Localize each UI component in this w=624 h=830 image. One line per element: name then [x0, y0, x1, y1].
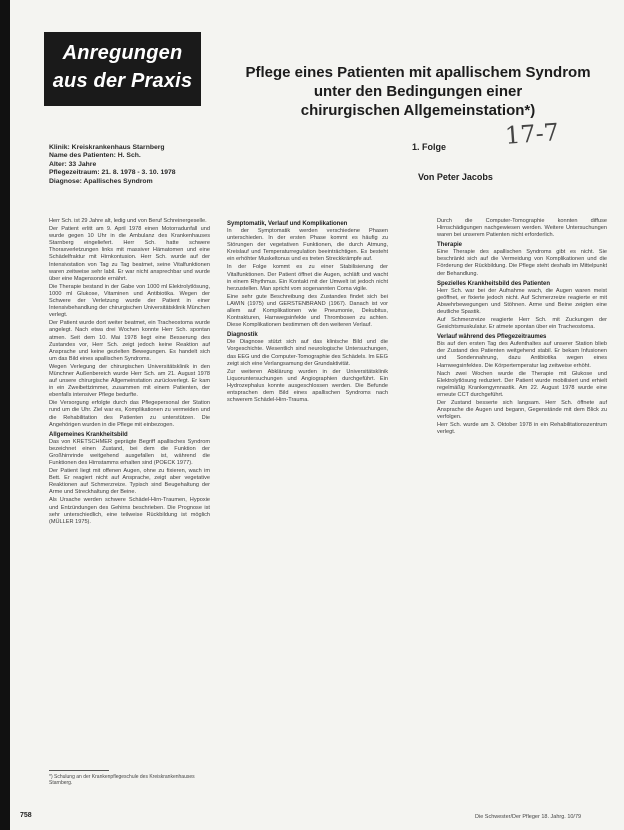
case-info-line: Klinik: Kreiskrankenhaus Starnberg [49, 144, 165, 151]
body-paragraph: Der Zustand besserte sich langsam. Herr Sch. öffnete auf Ansprache die Augen und begann, Gegenstände mit dem Blick zu verfolgen. [437, 399, 607, 421]
page-number: 758 [20, 812, 32, 819]
body-paragraph: Der Patient erlitt am 9. April 1978 einen Motorradunfall und wurde gegen 10 Uhr in die Ambulanz des Krankenhauses Starnberg eingeliefert. Herr Sch. hatte schwere Thoraxverletzungen links mit massiver Hämatomen und eine Schädelfraktur mit Hirnkontusion. Herr Sch. wurde auf der Intensivstation von Tag zu Tag beatmet, seine Vitalfunktionen waren zeitweise sehr labil. Er war nicht ansprechbar und wurde über eine Magensonde ernährt. [49, 226, 210, 282]
section-heading: Allgemeines Krankheitsbild [49, 431, 128, 438]
scan-edge [0, 0, 10, 830]
case-info-line: Pflegezeitraum: 21. 8. 1978 - 3. 10. 1978 [49, 169, 176, 177]
banner-line-2: aus der Praxis [52, 70, 193, 92]
section-heading: Verlauf während des Pflegezeitraumes [437, 334, 547, 341]
footnote: *) Schulung an der Krankenpflegeschule des Kreiskrankenhauses Starnberg. [49, 774, 195, 786]
section-heading: Diagnostik [227, 332, 258, 339]
text-column-3 [437, 218, 607, 437]
body-paragraph: Herr Sch. wurde am 3. Oktober 1978 in ein Rehabilitationszentrum verlegt. [437, 422, 607, 436]
case-info-line: Diagnose: Apallisches Syndrom [49, 177, 153, 185]
body-paragraph: Als Ursache werden schwere Schädel-Hirn-Traumen, Hypoxie und Entzündungen des Gehirns beschrieben. Die Prognose ist sehr unterschiedlich, eine teilweise Rückbildung ist möglich (MÜLLER 1975). [49, 497, 210, 525]
case-info-line: Alter: 33 Jahre [49, 160, 97, 168]
case-info-line: Name des Patienten: H. Sch. [49, 152, 141, 160]
banner-line-1: Anregungen [62, 42, 183, 64]
body-paragraph: Die Diagnose stützt sich auf das klinische Bild und die Vorgeschichte. Wesentlich sind neurologische Untersuchungen, das EEG und die Computer-Tomographie des Schädels. Im EEG zeigt sich eine Verlangsamung der Grundaktivität. [227, 339, 388, 367]
footnote-rule [49, 770, 109, 771]
body-paragraph: Eine sehr gute Beschreibung des Zustandes findet sich bei LAWIN (1975) und GERSTENBRAND (1967). Danach ist vor allem auf Komplikationen wie Pneumonie, Dekubitus, Kontrakturen, Harnwegsinfekte und Thrombosen zu achten. Diese Komplikationen bestimmen oft den weiteren Verlauf. [227, 293, 388, 329]
body-paragraph: Zur weiteren Abklärung wurden in der Universitätsklinik Liquoruntersuchungen und Angiographien durchgeführt. Ein Hydrozephalus konnte ausgeschlossen werden. Die Befunde entsprachen dem Bild eines apallischen Syndroms nach schwerem Schädel-Hirn-Trauma. [227, 368, 388, 404]
section-heading: Therapie [437, 242, 463, 249]
author-line: Von Peter Jacobs [418, 172, 493, 182]
journal-footer: Die Schwester/Der Pfleger 18. Jahrg. 10/79 [475, 814, 582, 820]
body-paragraph: Eine Therapie des apallischen Syndroms gibt es nicht. Sie beschränkt sich auf die Vermeidung von Komplikationen und die Förderung der Rückbildung. Die Pflege steht deshalb im Mittelpunkt der Behandlung. [437, 249, 607, 277]
body-paragraph: Herr Sch. ist 29 Jahre alt, ledig und von Beruf Schreinergeselle. [49, 218, 207, 224]
series-part: 1. Folge [412, 142, 447, 152]
section-banner [44, 32, 201, 106]
body-paragraph: Nach zwei Wochen wurde die Therapie mit Glukose und Elektrolytlösung reduziert. Der Patient wurde mobilisiert und erhielt regelmäßig Krankengymnastik. Am 22. August 1978 wurde eine erneute CCT durchgeführt. [437, 370, 607, 398]
body-paragraph: Der Patient liegt mit offenen Augen, ohne zu fixieren, wach im Bett. Er reagiert nicht auf Ansprache, zeigt aber vegetative Reaktionen auf Schmerzreize. Typisch sind Beugehaltung der Arme und Streckhaltung der Beine. [49, 468, 210, 496]
title-line-2: unter den Bedingungen einer [313, 83, 523, 100]
body-paragraph: Die Versorgung erfolgte durch das Pflegepersonal der Station rund um die Uhr. Ziel war es, Komplikationen zu vermeiden und die Rehabilitation des Patienten zu unterstützen. Die Angehörigen wurden in die Pflege mit einbezogen. [49, 400, 210, 428]
body-paragraph: Herr Sch. war bei der Aufnahme wach, die Augen waren meist geöffnet, er fixierte jedoch nicht. Auf Schmerzreize reagierte er mit Abwehrbewegungen und Stöhnen. Arme und Beine zeigten eine deutliche Spastik. [437, 287, 607, 315]
body-paragraph: Das von KRETSCHMER geprägte Begriff apallisches Syndrom bezeichnet einen Zustand, bei dem die Funktion der Großhirnrinde weitgehend ausgefallen ist, während die Funktionen des Hirnstamms erhalten sind (POECK 1977). [49, 438, 210, 466]
text-column-2 [227, 218, 388, 405]
body-paragraph: Der Patient wurde dort weiter beatmet, ein Tracheostoma wurde angelegt. Nach etwa drei Wochen konnte Herr Sch. spontan atmen. Seit dem 10. Mai 1978 liegt eine Besserung des Zustandes vor, Herr Sch. zeigt jedoch keine Reaktion auf Ansprache und keine gezielten Bewegungen. Es handelt sich um das Bild eines apallischen Syndroms. [49, 320, 210, 362]
article-title [222, 63, 614, 120]
section-heading: Spezielles Krankheitsbild des Patienten [437, 280, 551, 287]
case-info [49, 144, 176, 186]
body-paragraph: Bis auf den ersten Tag des Aufenthaltes auf unserer Station blieb der Zustand des Patienten weitgehend stabil. Er bekam Infusionen und Sondennahrung, dazu Antibiotika wegen eines Harnwegsinfektes. Die Körpertemperatur lag zeitweise erhöht. [437, 341, 607, 369]
body-paragraph: Die Therapie bestand in der Gabe von 1000 ml Elektrolytlösung, 1000 ml Glukose, Vitaminen und Antibiotika. Wegen der Schwere der Verletzung wurde der Patient in einer Intensivbehandlung der chirurgischen Universitätsklinik München verlegt. [49, 283, 210, 319]
body-paragraph: Durch die Computer-Tomographie konnten diffuse Hirnschädigungen nachgewiesen werden. Weitere Untersuchungen waren bei unserem Patienten nicht erforderlich. [437, 218, 607, 239]
handwritten-note: 17-7 [504, 118, 560, 150]
body-paragraph: Wegen Verlegung der chirurgischen Universitätsklinik in den Münchner Außenbereich wurde Herr Sch. am 21. August 1978 auf unsere chirurgische Allgemeinstation zurückverlegt. Er kam in ein Zweibettzimmer, zusammen mit einem Patienten, der ebenfalls intensiver Pflege bedurfte. [49, 363, 210, 399]
title-line-1: Pflege eines Patienten mit apallischem Syndrom [245, 64, 591, 81]
body-paragraph: Auf Schmerzreize reagierte Herr Sch. mit Zuckungen der Gesichtsmuskulatur. Er atmete spontan über ein Tracheostoma. [437, 317, 607, 331]
body-paragraph: In der Folge kommt es zu einer Stabilisierung der Vitalfunktionen. Der Patient öffnet die Augen, schläft und wacht in einem Rhythmus. Ein Kontakt mit der Umwelt ist jedoch nicht herzustellen. Man spricht vom sogenannten Coma vigile. [227, 264, 388, 292]
title-line-3: chirurgischen Allgemeinstation*) [300, 102, 536, 119]
text-column-1 [49, 218, 210, 527]
body-paragraph: In der Symptomatik werden verschiedene Phasen unterschieden. In der ersten Phase kommt es häufig zu Störungen der vegetativen Funktionen, die durch Atmung, Kreislauf und Temperaturregulation beeinträchtigen. Es besteht ein erhöhter Muskeltonus und es treten Streckkrämpfe auf. [227, 228, 388, 263]
section-heading: Symptomatik, Verlauf und Komplikationen [227, 221, 348, 227]
